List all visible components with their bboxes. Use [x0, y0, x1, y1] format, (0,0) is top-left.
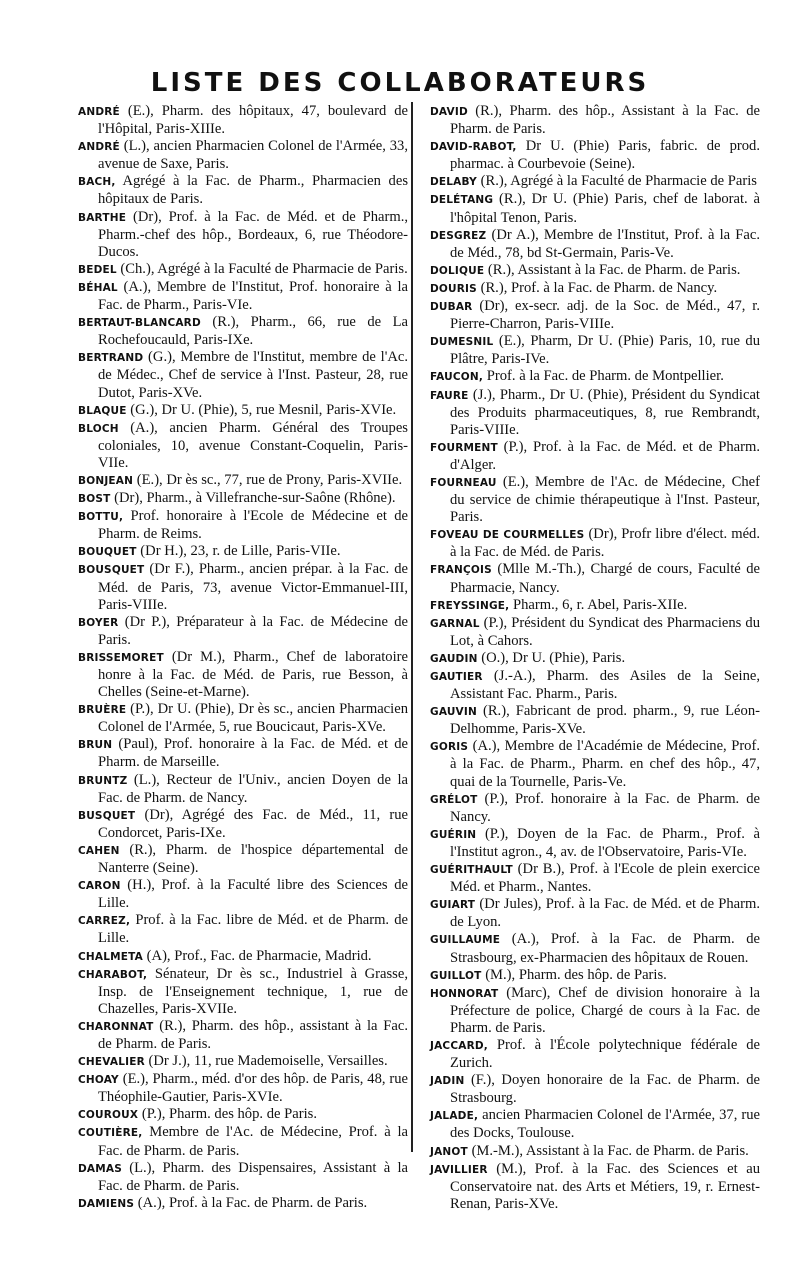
- collaborator-name: DUMESNIL: [430, 336, 494, 349]
- collaborator-entry: [430, 896, 760, 931]
- collaborator-details: (M.), Pharm. des hôp. de Paris.: [481, 966, 667, 983]
- collaborator-details: (F.), Doyen honoraire de la Fac. de Pharm. de Strasbourg.: [450, 1072, 760, 1107]
- collaborator-entry: [430, 738, 760, 790]
- collaborator-entry: [430, 333, 760, 368]
- collaborator-name: BRISSEMORET: [78, 651, 164, 664]
- collaborator-entry: [430, 615, 760, 650]
- collaborator-details: (Dr), Profr libre d'élect. méd. à la Fac. de Méd. de Paris.: [450, 526, 760, 561]
- collaborator-name: GUÉRITHAULT: [430, 864, 513, 877]
- collaborator-name: DUBAR: [430, 301, 473, 314]
- collaborator-name: CAHEN: [78, 844, 120, 857]
- collaborator-entry: [430, 474, 760, 526]
- collaborator-name: GUÉRIN: [430, 828, 477, 841]
- collaborator-name: BACH,: [78, 176, 116, 189]
- collaborator-details: (Dr Jules), Prof. à la Fac. de Méd. et de Pharm. de Lyon.: [450, 896, 760, 931]
- collaborator-details: (A.), Prof. à la Fac. de Pharm. de Strasbourg, ex-Pharmacien des hôpitaux de Rouen.: [450, 931, 760, 966]
- collaborator-details: Pharm., 6, r. Abel, Paris-XIIe.: [509, 596, 688, 613]
- collaborator-entry: [78, 561, 408, 613]
- collaborator-name: BLOCH: [78, 422, 119, 435]
- collaborator-entry: [430, 262, 760, 280]
- collaborator-name: ANDRÉ: [78, 141, 120, 154]
- collaborator-details: (M.-M.), Assistant à la Fac. de Pharm. de Paris.: [467, 1142, 749, 1159]
- collaborator-name: FOURMENT: [430, 441, 498, 454]
- collaborator-entry: [430, 931, 760, 966]
- collaborator-entry: [430, 597, 760, 615]
- collaborator-entry: [430, 985, 760, 1037]
- collaborator-entry: [78, 842, 408, 877]
- right-column: [430, 103, 760, 1213]
- collaborator-name: GAUVIN: [430, 706, 477, 719]
- collaborator-name: FREYSSINGE,: [430, 599, 510, 612]
- collaborator-name: GUILLOT: [430, 969, 482, 982]
- collaborator-details: (A.), Membre de l'Académie de Médecine, Prof. à la Fac. de Pharm., Pharm. en chef des hôp., 47, quai de la Tournelle, Paris-Ve.: [450, 738, 760, 790]
- collaborator-entry: [430, 1107, 760, 1142]
- collaborator-name: BERTRAND: [78, 352, 144, 365]
- collaborator-entry: [430, 826, 760, 861]
- collaborator-name: DAMAS: [78, 1162, 122, 1175]
- collaborator-details: (G.), Dr U. (Phie), 5, rue Mesnil, Paris-XVIe.: [126, 401, 397, 418]
- collaborator-name: JALADE,: [430, 1110, 479, 1123]
- collaborator-name: DELÉTANG: [430, 194, 494, 207]
- collaborator-name: CHOAY: [78, 1074, 119, 1087]
- collaborator-entry: [78, 349, 408, 401]
- collaborator-name: FOVEAU DE COURMELLES: [430, 529, 585, 542]
- collaborator-details: Membre de l'Ac. de Médecine, Prof. à la Fac. de Pharm. de Paris.: [98, 1124, 408, 1159]
- collaborator-name: BLAQUE: [78, 404, 127, 417]
- collaborator-details: (P.), Prof. honoraire à la Fac. de Pharm. de Nancy.: [450, 790, 760, 825]
- collaborator-entry: [430, 138, 760, 173]
- collaborator-details: (L.), ancien Pharmacien Colonel de l'Armée, 33, avenue de Saxe, Paris.: [98, 138, 408, 173]
- collaborator-entry: [430, 561, 760, 596]
- collaborator-details: (P.), Pharm. des hôp. de Paris.: [138, 1106, 317, 1123]
- collaborator-name: GARNAL: [430, 617, 480, 630]
- collaborator-name: BOYER: [78, 616, 119, 629]
- collaborator-entry: [78, 1106, 408, 1124]
- collaborator-name: GAUTIER: [430, 671, 483, 683]
- collaborator-name: DAVID-RABOT,: [430, 141, 517, 154]
- collaborator-name: GORIS: [430, 741, 469, 754]
- collaborator-details: (A.), ancien Pharm. Général des Troupes coloniales, 10, avenue Constant-Coquelin, Paris-VIIe.: [98, 419, 408, 471]
- collaborator-entry: [78, 736, 408, 771]
- collaborator-name: JADIN: [430, 1075, 465, 1088]
- collaborator-name: DOURIS: [430, 282, 477, 295]
- collaborator-details: (Paul), Prof. honoraire à la Fac. de Méd. et de Pharm. de Marseille.: [98, 736, 408, 771]
- collaborator-name: BRUNTZ: [78, 774, 128, 787]
- collaborator-entry: [78, 1071, 408, 1106]
- collaborator-details: (R.), Dr U. (Phie) Paris, chef de laborat. à l'hôpital Tenon, Paris.: [450, 191, 760, 226]
- collaborator-name: HONNORAT: [430, 987, 499, 1000]
- collaborator-entry: [78, 772, 408, 807]
- collaborator-details: (A.), Prof. à la Fac. de Pharm. de Paris.: [134, 1194, 368, 1211]
- collaborator-details: (Dr B.), Prof. à l'Ecole de plein exercice Méd. et Pharm., Nantes.: [450, 861, 760, 896]
- collaborator-name: BEDEL: [78, 263, 117, 276]
- collaborator-name: BARTHE: [78, 211, 127, 224]
- collaborator-details: (J.-A.), Pharm. des Asiles de la Seine, Assistant Fac. Pharm., Paris.: [450, 668, 760, 703]
- collaborator-name: BRUÈRE: [78, 704, 127, 717]
- collaborator-entry: [430, 298, 760, 333]
- collaborator-details: (R.), Pharm. de l'hospice départemental de Nanterre (Seine).: [98, 841, 408, 877]
- collaborator-details: Prof. à la Fac. de Pharm. de Montpellier.: [483, 368, 724, 385]
- collaborator-details: (Dr P.), Préparateur à la Fac. de Médecine de Paris.: [98, 613, 408, 648]
- collaborator-entry: [430, 227, 760, 262]
- collaborator-entry: [430, 439, 760, 474]
- collaborator-name: BERTAUT-BLANCARD: [78, 317, 201, 330]
- collaborator-entry: [430, 703, 760, 738]
- collaborator-details: Dr U. (Phie) Paris, fabric. de prod. pharmac. à Courbevoie (Seine).: [450, 138, 760, 173]
- collaborator-details: (L.), Recteur de l'Univ., ancien Doyen de la Fac. de Pharm. de Nancy.: [98, 771, 408, 806]
- collaborator-entry: [78, 649, 408, 701]
- collaborator-details: (P.), Président du Syndicat des Pharmaciens du Lot, à Cahors.: [450, 614, 760, 649]
- collaborator-name: GAUDIN: [430, 652, 478, 665]
- collaborator-entry: [78, 209, 408, 261]
- collaborator-entry: [430, 668, 760, 703]
- collaborator-details: (P.), Prof. à la Fac. de Méd. et de Pharm. d'Alger.: [450, 438, 760, 473]
- collaborator-entry: [78, 966, 408, 1018]
- collaborator-entry: [430, 368, 760, 386]
- collaborator-details: (R.), Agrégé à la Faculté de Pharmacie de Paris: [476, 173, 757, 190]
- collaborator-entry: [430, 861, 760, 896]
- collaborator-entry: [430, 191, 760, 226]
- collaborator-entry: [430, 1143, 760, 1161]
- collaborator-details: Sénateur, Dr ès sc., Industriel à Grasse, Insp. de l'Enseignement technique, 1, rue de Chazelles, Paris-XVIIe.: [98, 965, 408, 1017]
- collaborator-entry: [78, 508, 408, 543]
- collaborator-details: Agrégé à la Fac. de Pharm., Pharmacien des hôpitaux de Paris.: [98, 173, 408, 208]
- collaborator-entry: [78, 1018, 408, 1053]
- collaborator-entry: [78, 877, 408, 912]
- collaborator-details: (Dr), Agrégé des Fac. de Méd., 11, rue Condorcet, Paris-IXe.: [98, 806, 408, 841]
- collaborator-entry: [78, 472, 408, 490]
- collaborator-entry: [430, 173, 760, 191]
- page-title: LISTE DES COLLABORATEURS: [150, 68, 650, 98]
- left-column: [78, 103, 408, 1213]
- collaborator-name: CARON: [78, 880, 121, 893]
- collaborator-details: (P.), Doyen de la Fac. de Pharm., Prof. à l'Institut agron., 4, av. de l'Observatoire, Paris-VIe.: [450, 825, 760, 860]
- collaborator-name: CHEVALIER: [78, 1056, 145, 1069]
- collaborator-details: (Dr A.), Membre de l'Institut, Prof. à la Fac. de Méd., 78, bd St-Germain, Paris-Ve.: [450, 226, 760, 261]
- collaborator-details: (H.), Prof. à la Faculté libre des Sciences de Lille.: [98, 877, 408, 912]
- collaborator-name: JACCARD,: [430, 1039, 488, 1052]
- collaborator-name: CARREZ,: [78, 915, 131, 928]
- collaborator-details: (Dr M.), Pharm., Chef de laboratoire honre à la Fac. de Méd. de Paris, rue Besson, à Chelles (Seine-et-Marne).: [98, 648, 408, 701]
- collaborator-entry: [78, 402, 408, 420]
- collaborator-name: COUROUX: [78, 1109, 139, 1122]
- collaborator-details: (Dr J.), 11, rue Mademoiselle, Versailles.: [144, 1053, 388, 1070]
- collaborator-details: ancien Pharmacien Colonel de l'Armée, 37, rue des Docks, Toulouse.: [450, 1107, 760, 1142]
- collaborator-name: FAURE: [430, 389, 469, 402]
- collaborator-entry: [78, 420, 408, 472]
- collaborator-details: (M.), Prof. à la Fac. des Sciences et au Conservatoire nat. des Arts et Métiers, 19, r. Ernest-Renan, Paris-XVe.: [450, 1160, 760, 1212]
- collaborator-details: (Mlle M.-Th.), Chargé de cours, Faculté de Pharmacie, Nancy.: [450, 561, 760, 596]
- collaborator-entry: [78, 701, 408, 736]
- collaborator-details: (E.), Pharm, Dr U. (Phie) Paris, 10, rue du Plâtre, Paris-IVe.: [450, 333, 760, 368]
- collaborator-entry: [78, 173, 408, 208]
- collaborator-name: DELABY: [430, 176, 477, 189]
- collaborator-details: (A), Prof., Fac. de Pharmacie, Madrid.: [143, 947, 372, 964]
- collaborator-name: BOUSQUET: [78, 564, 145, 577]
- collaborator-details: (J.), Pharm., Dr U. (Phie), Président du Syndicat des Produits pharmaceutiques, 8, rue Rembrandt, Paris-VIIIe.: [450, 386, 760, 438]
- collaborator-details: (Dr), Prof. à la Fac. de Méd. et de Pharm., Pharm.-chef des hôp., Bordeaux, 6, rue Théodore-Ducos.: [98, 208, 408, 260]
- collaborator-name: DAMIENS: [78, 1197, 135, 1210]
- collaborator-entry: [78, 103, 408, 138]
- collaborator-details: (R.), Prof. à la Fac. de Pharm. de Nancy.: [476, 279, 718, 296]
- collaborator-details: (E.), Pharm. des hôpitaux, 47, boulevard de l'Hôpital, Paris-XIIIe.: [98, 103, 408, 138]
- collaborator-details: (Dr H.), 23, r. de Lille, Paris-VIIe.: [136, 543, 341, 560]
- collaborator-name: FRANÇOIS: [430, 564, 492, 577]
- collaborator-details: (Dr F.), Pharm., ancien prépar. à la Fac. de Méd. de Paris, 73, avenue Victor-Emmanuel-III, Paris-VIIIe.: [98, 561, 408, 613]
- collaborator-name: JAVILLIER: [430, 1163, 488, 1176]
- collaborator-entry: [78, 490, 408, 508]
- column-divider: [411, 102, 413, 1152]
- collaborator-details: (R.), Assistant à la Fac. de Pharm. de Paris.: [484, 261, 741, 278]
- collaborator-name: CHARONNAT: [78, 1020, 154, 1033]
- collaborator-details: (G.), Membre de l'Institut, membre de l'Ac. de Médec., Chef de service à l'Inst. Pasteur, 28, rue Dutot, Paris-XVe.: [98, 349, 408, 401]
- collaborator-name: FOURNEAU: [430, 476, 497, 489]
- collaborator-entry: [78, 912, 408, 947]
- collaborator-details: (L.), Pharm. des Dispensaires, Assistant à la Fac. de Pharm. de Paris.: [98, 1159, 408, 1194]
- collaborator-entry: [78, 314, 408, 349]
- collaborator-entry: [430, 1161, 760, 1213]
- collaborator-details: (A.), Membre de l'Institut, Prof. honoraire à la Fac. de Pharm., Paris-VIe.: [98, 278, 408, 314]
- collaborator-entry: [430, 103, 760, 138]
- collaborator-name: JANOT: [430, 1145, 468, 1158]
- collaborator-name: COUTIÈRE,: [78, 1127, 143, 1140]
- collaborator-details: (Marc), Chef de division honoraire à la Préfecture de police, Chargé de cours à la Fac. de Pharm. de Paris.: [450, 984, 760, 1036]
- collaborator-entry: [78, 1124, 408, 1159]
- collaborator-details: (R.), Pharm., 66, rue de La Rochefoucauld, Paris-IXe.: [98, 314, 408, 349]
- collaborator-details: (Dr), Pharm., à Villefranche-sur-Saône (Rhône).: [110, 490, 396, 507]
- collaborator-name: BONJEAN: [78, 474, 134, 487]
- collaborator-details: Prof. honoraire à l'Ecole de Médecine et de Pharm. de Reims.: [98, 508, 408, 543]
- collaborator-entry: [430, 526, 760, 561]
- collaborator-name: BRUN: [78, 739, 113, 752]
- collaborator-entry: [78, 543, 408, 561]
- collaborator-entry: [430, 387, 760, 439]
- collaborator-entry: [78, 1160, 408, 1195]
- collaborator-details: Prof. à la Fac. libre de Méd. et de Pharm. de Lille.: [98, 912, 408, 947]
- collaborator-entry: [430, 1072, 760, 1107]
- collaborator-name: BOTTU,: [78, 511, 124, 524]
- collaborator-name: FAUCON,: [430, 371, 484, 384]
- collaborator-entry: [78, 138, 408, 173]
- collaborator-details: (E.), Membre de l'Ac. de Médecine, Chef du service de chimie thérapeutique à l'Inst. Pasteur, Paris.: [450, 473, 760, 526]
- collaborator-details: (O.), Dr U. (Phie), Paris.: [477, 649, 626, 666]
- collaborator-name: CHALMETA: [78, 950, 144, 963]
- collaborator-details: (R.), Pharm. des hôp., assistant à la Fac. de Pharm. de Paris.: [98, 1017, 408, 1052]
- collaborator-name: GUILLAUME: [430, 934, 501, 947]
- collaborator-entry: [430, 791, 760, 826]
- collaborator-entry: [78, 948, 408, 966]
- collaborator-entry: [430, 967, 760, 985]
- collaborator-details: (E.), Dr ès sc., 77, rue de Prony, Paris-XVIIe.: [133, 471, 403, 488]
- collaborator-name: GRÉLOT: [430, 793, 478, 806]
- collaborator-details: (R.), Pharm. des hôp., Assistant à la Fac. de Pharm. de Paris.: [450, 103, 760, 138]
- collaborator-details: (P.), Dr U. (Phie), Dr ès sc., ancien Pharmacien Colonel de l'Armée, 5, rue Boucicaut, Paris-XVe.: [98, 701, 408, 736]
- collaborator-entry: [78, 1195, 408, 1213]
- collaborator-name: BUSQUET: [78, 809, 136, 822]
- collaborator-name: BÉHAL: [78, 281, 118, 294]
- collaborator-entry: [78, 261, 408, 279]
- collaborator-entry: [430, 650, 760, 668]
- collaborator-name: ANDRÉ: [78, 106, 120, 118]
- collaborator-details: Prof. à l'École polytechnique fédérale de Zurich.: [450, 1036, 760, 1072]
- collaborator-details: (R.), Fabricant de prod. pharm., 9, rue Léon-Delhomme, Paris-XVe.: [450, 703, 760, 738]
- collaborator-details: (Ch.), Agrégé à la Faculté de Pharmacie de Paris.: [116, 260, 408, 277]
- collaborator-entry: [78, 1053, 408, 1071]
- collaborator-entry: [78, 614, 408, 649]
- collaborator-name: BOUQUET: [78, 546, 137, 559]
- collaborator-entry: [78, 807, 408, 842]
- collaborator-name: DESGREZ: [430, 229, 487, 242]
- collaborator-entry: [430, 280, 760, 298]
- collaborator-entry: [430, 1037, 760, 1072]
- collaborator-entry: [78, 279, 408, 314]
- collaborator-details: (E.), Pharm., méd. d'or des hôp. de Paris, 48, rue Théophile-Gautier, Paris-XVIe.: [98, 1071, 408, 1106]
- collaborator-name: DOLIQUE: [430, 264, 485, 277]
- collaborator-name: BOST: [78, 493, 111, 506]
- collaborator-details: (Dr), ex-secr. adj. de la Soc. de Méd., 47, r. Pierre-Charron, Paris-VIIIe.: [450, 298, 760, 333]
- collaborator-name: GUIART: [430, 899, 476, 912]
- collaborator-name: CHARABOT,: [78, 968, 148, 981]
- collaborator-name: DAVID: [430, 106, 468, 118]
